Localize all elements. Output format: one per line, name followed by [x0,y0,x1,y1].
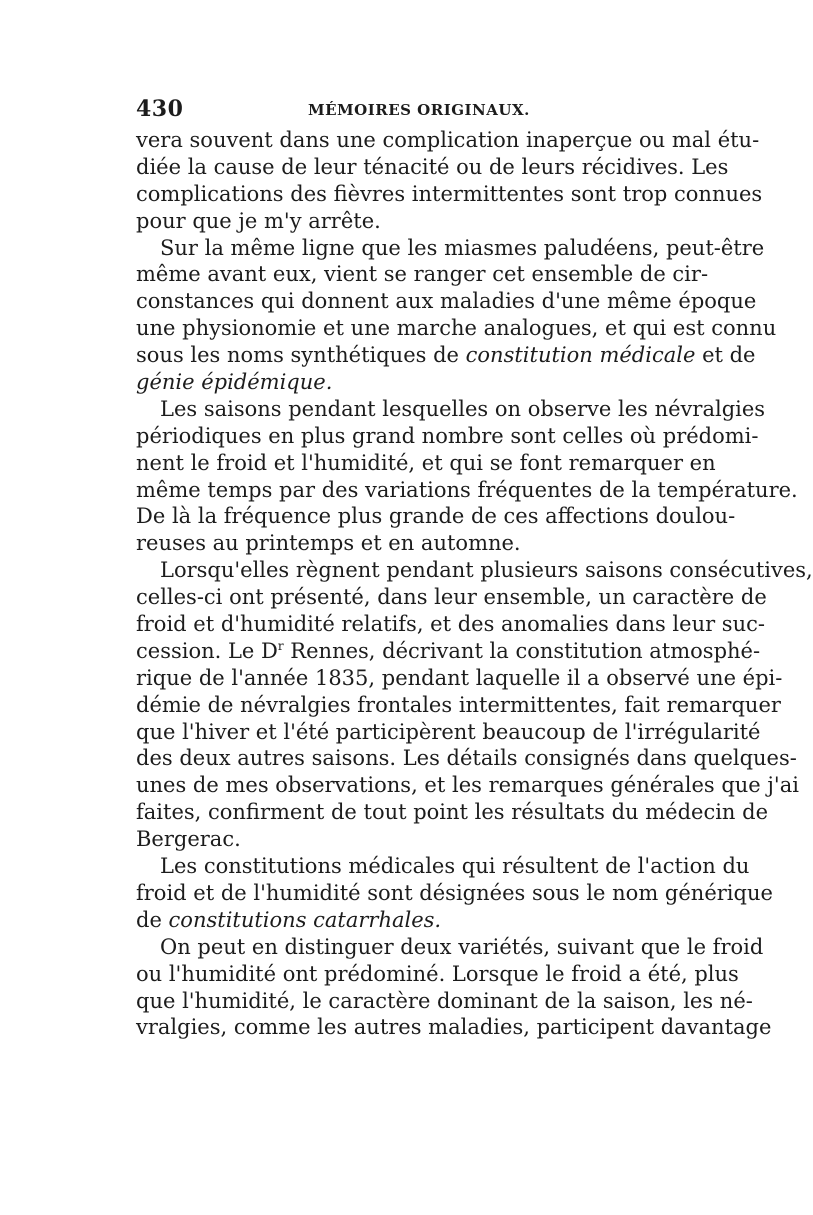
text-line: même temps par des variations fréquentes de la température. [136,477,798,502]
text-line: froid et de l'humidité sont désignées sous le nom générique [136,880,773,905]
text-line: ou l'humidité ont prédominé. Lorsque le froid a été, plus [136,961,739,986]
italic-term: constitutions catarrhales. [168,907,442,932]
text-line: que l'hiver et l'été participèrent beaucoup de l'irrégularité [136,719,761,744]
text-line: des deux autres saisons. Les détails consignés dans quelques- [136,746,797,771]
text-line-mixed [136,907,666,934]
text-run: sous les noms synthétiques de [136,343,466,368]
text-line-mixed [136,638,761,665]
text-line: Lorsqu'elles règnent pendant plusieurs saisons consécutives, [160,558,813,583]
text-line: celles-ci ont présenté, dans leur ensemble, un caractère de [136,585,767,610]
page-number: 430 [136,96,184,122]
text-line: une physionomie et une marche analogues, et qui est connu [136,316,777,341]
italic-term: constitution médicale [465,343,696,368]
text-line: reuses au printemps et en automne. [136,531,521,556]
text-run: de [136,907,169,932]
text-line: même avant eux, vient se ranger cet ensemble de cir- [136,262,709,287]
body-text [136,127,813,1041]
text-line: pour que je m'y arrête. [136,208,381,233]
text-line: Bergerac. [136,827,241,852]
text-line-mixed [136,342,756,369]
text-run: cession. Le D [136,638,278,663]
text-line: vralgies, comme les autres maladies, participent davantage [136,1015,772,1040]
text-line: De là la fréquence plus grande de ces affections doulou- [136,504,736,529]
text-line: faites, confirment de tout point les résultats du médecin de [136,800,768,825]
text-line: rique de l'année 1835, pendant laquelle il a observé une épi- [136,665,783,690]
text-run: et de [695,343,756,368]
page-header [136,96,666,126]
text-line: que l'humidité, le caractère dominant de la saison, les né- [136,988,753,1013]
text-line: constances qui donnent aux maladies d'une même époque [136,289,757,314]
text-run: Rennes, décrivant la constitution atmosphé- [283,638,761,663]
text-line: périodiques en plus grand nombre sont celles où prédomi- [136,423,759,448]
text-line: vera souvent dans une complication inaperçue ou mal étu- [136,128,760,152]
text-line: unes de mes observations, et les remarques générales que j'ai [136,773,799,798]
text-line: complications des fièvres intermittentes sont trop connues [136,181,763,206]
text-line: Les constitutions médicales qui résultent de l'action du [160,854,750,879]
running-head: MÉMOIRES ORIGINAUX. [308,101,530,119]
text-line: diée la cause de leur ténacité ou de leurs récidives. Les [136,154,729,179]
text-line: Sur la même ligne que les miasmes paludéens, peut-être [160,235,765,260]
superscript: r [277,638,284,653]
italic-term-line: génie épidémique. [136,370,333,395]
text-line: froid et d'humidité relatifs, et des anomalies dans leur suc- [136,612,765,637]
text-line: démie de névralgies frontales intermittentes, fait remarquer [136,692,781,717]
text-line: nent le froid et l'humidité, et qui se font remarquer en [136,450,716,475]
text-line: On peut en distinguer deux variétés, suivant que le froid [160,934,764,959]
text-line: Les saisons pendant lesquelles on observe les névralgies [160,396,766,421]
